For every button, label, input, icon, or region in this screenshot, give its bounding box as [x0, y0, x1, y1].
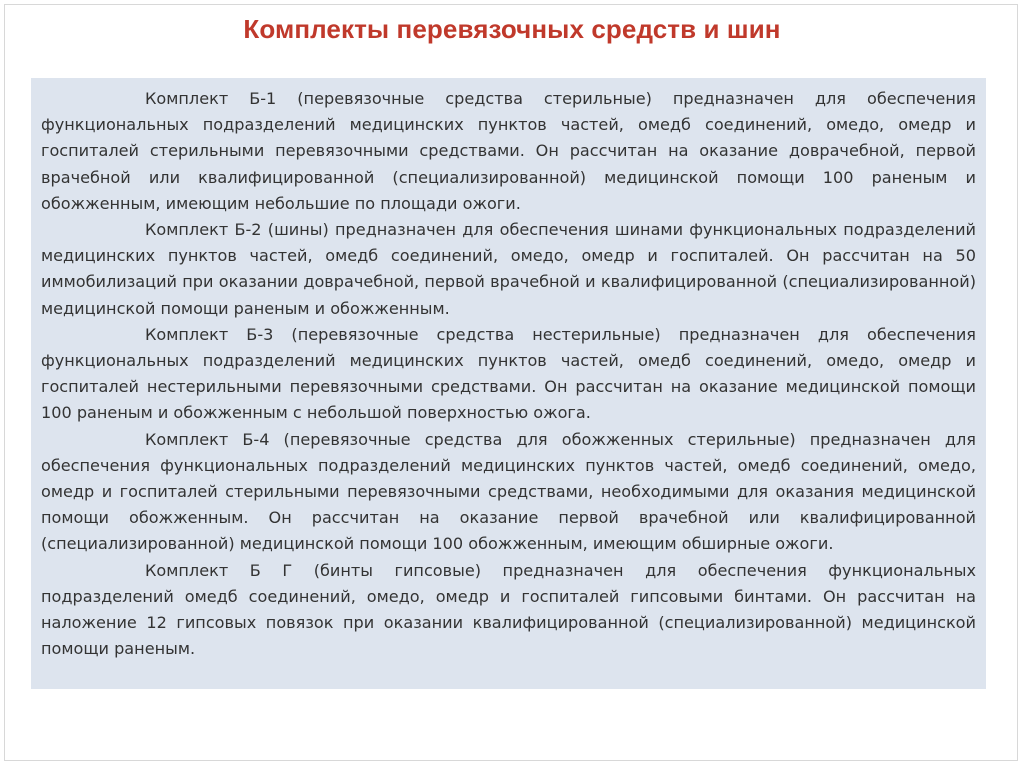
paragraph-kit-b1: Комплект Б-1 (перевязочные средства стерильные) предназначен для обеспечения функциональных подразделений медицинских пунктов частей, омедб соединений, омедо, омедр и госпиталей стерильными перевязочными средствами. Он рассчитан на оказание доврачебной, первой врачебной или квалифицированной (специализированной) медицинской помощи 100 раненым и обожженным, имеющим небольшие по площади ожоги.	[41, 89, 976, 213]
paragraph-kit-b3: Комплект Б-3 (перевязочные средства нестерильные) предназначен для обеспечения функциональных подразделений медицинских пунктов частей, омедб соединений, омедо, омедр и госпиталей нестерильными перевязочными средствами. Он рассчитан на оказание медицинской помощи 100 раненым и обожженным с небольшой поверхностью ожога.	[41, 324, 976, 423]
content-panel	[31, 78, 986, 689]
paragraph-kit-bg: Комплект Б Г (бинты гипсовые) предназначен для обеспечения функциональных подразделений омедб соединений, омедо, омедр и госпиталей гипсовыми бинтами. Он рассчитан на наложение 12 гипсовых повязок при оказании квалифицированной (специализированной) медицинской помощи раненым.	[41, 560, 976, 659]
paragraph-kit-b4: Комплект Б-4 (перевязочные средства для обожженных стерильные) предназначен для обеспечения функциональных подразделений медицинских пунктов частей, омедб соединений, омедо, омедр и госпиталей стерильными перевязочными средствами, необходимыми для оказания медицинской помощи обожженным. Он рассчитан на оказание первой врачебной или квалифицированной (специализированной) медицинской помощи 100 обожженным, имеющим обширные ожоги.	[41, 429, 976, 554]
paragraph-kit-b2: Комплект Б-2 (шины) предназначен для обеспечения шинами функциональных подразделений медицинских пунктов частей, омедб соединений, омедо, омедр и госпиталей. Он рассчитан на 50 иммобилизаций при оказании доврачебной, первой врачебной и квалифицированной (специализированной) медицинской помощи раненым и обожженным.	[41, 220, 976, 318]
page-title: Комплекты перевязочных средств и шин	[243, 14, 781, 44]
